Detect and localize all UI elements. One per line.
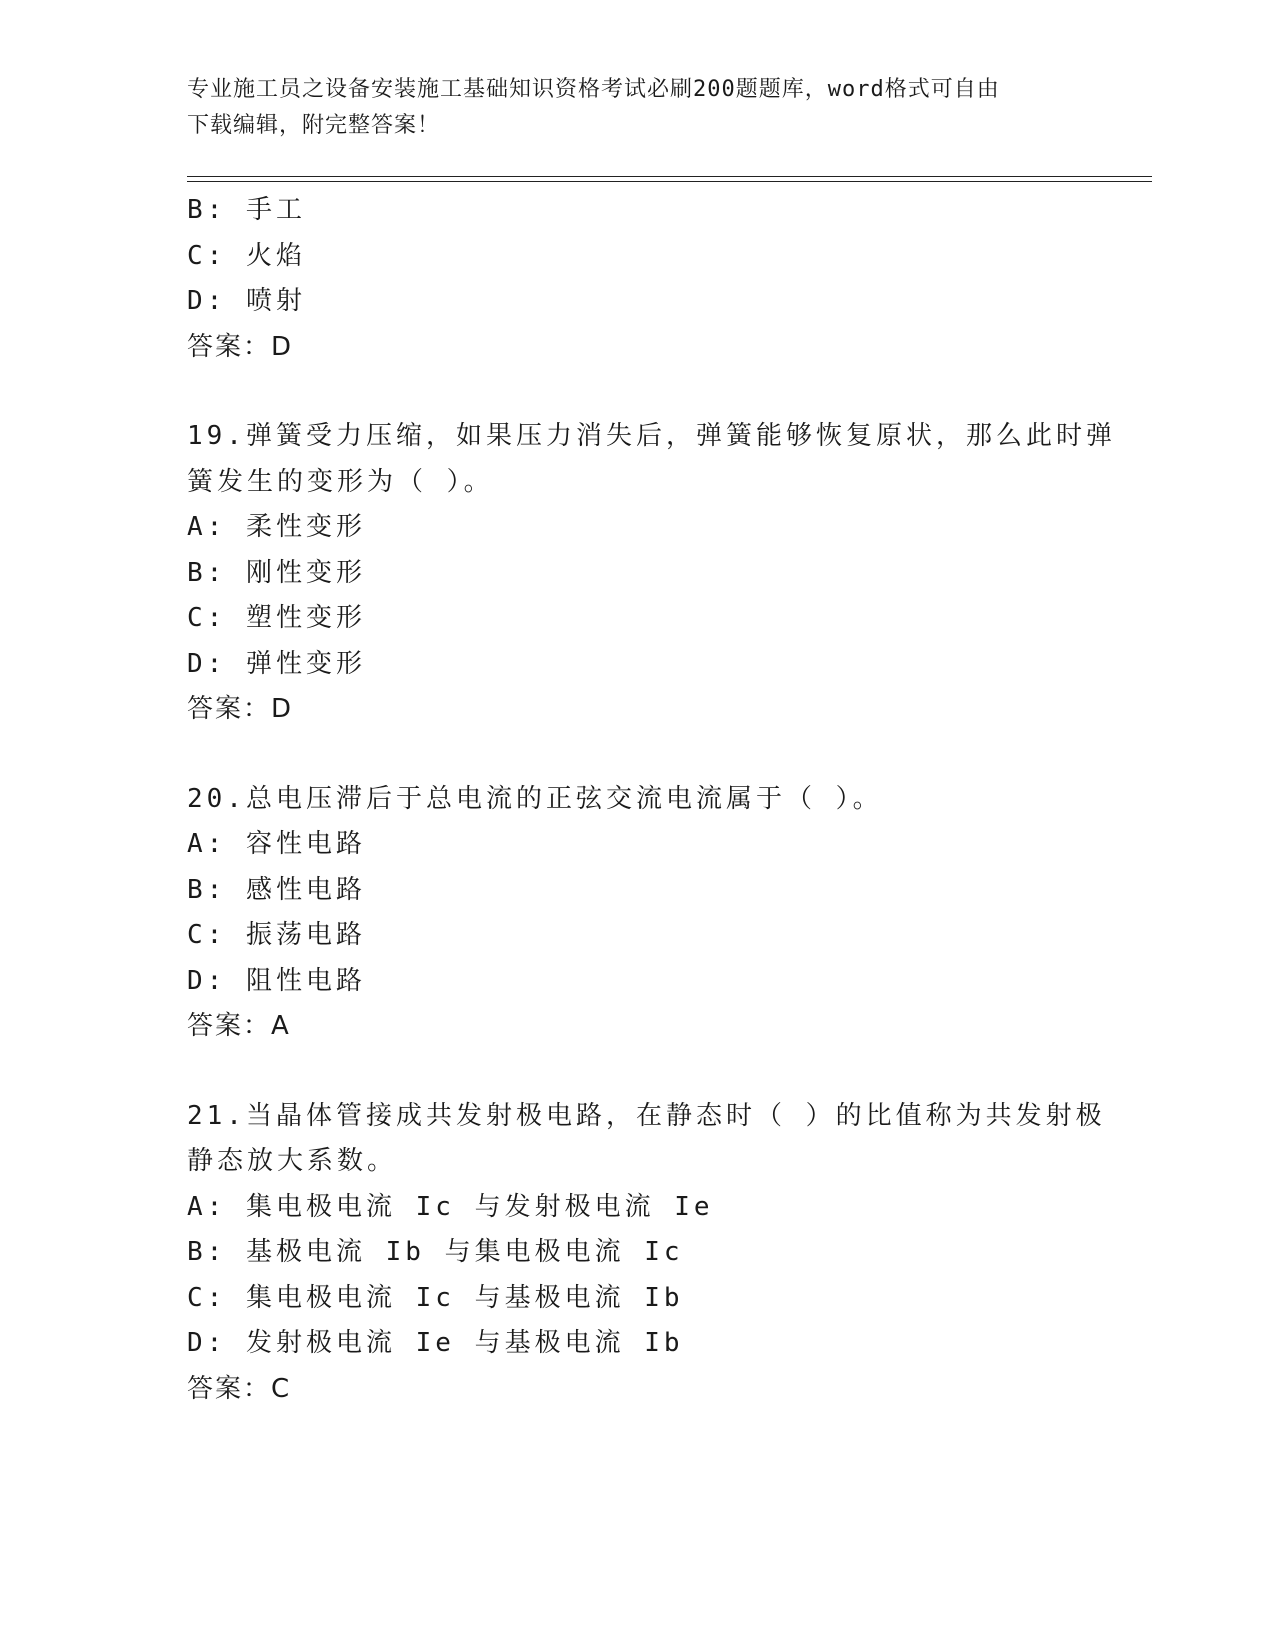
answer: 答案：C [187,1373,292,1404]
option: C: 火焰 [187,240,306,271]
previous-question-block [187,188,1137,370]
question-21 [187,1094,1137,1413]
option: A: 柔性变形 [187,512,366,542]
header-divider-top [187,176,1152,177]
option: D: 阻性电路 [187,965,366,996]
question-list [187,188,1137,1412]
question-text: 簧发生的变形为（ ）。 [187,466,494,497]
option: B: 手工 [187,195,306,225]
answer: 答案：D [187,694,294,724]
option: C: 振荡电路 [187,920,366,950]
question-text: 20.总电压滞后于总电流的正弦交流电流属于（ ）。 [187,783,883,814]
question-text: 19.弹簧受力压缩，如果压力消失后，弹簧能够恢复原状，那么此时弹 [187,421,1116,451]
option: B: 感性电路 [187,874,366,905]
option: D: 发射极电流 Ie 与基极电流 Ib [187,1328,684,1358]
option: D: 喷射 [187,286,306,316]
option: A: 容性电路 [187,829,366,859]
option: A: 集电极电流 Ic 与发射极电流 Ie [187,1191,714,1222]
header-line-1: 专业施工员之设备安装施工基础知识资格考试必刷200题题库，word格式可自由 [187,77,1000,102]
option: B: 基极电流 Ib 与集电极电流 Ic [187,1237,684,1267]
question-text: 静态放大系数。 [187,1146,398,1176]
option: C: 集电极电流 Ic 与基极电流 Ib [187,1282,684,1313]
header-divider-bottom [187,181,1152,182]
question-19 [187,414,1137,733]
question-20 [187,777,1137,1050]
option: C: 塑性变形 [187,603,366,633]
question-text: 21.当晶体管接成共发射极电路，在静态时（ ）的比值称为共发射极 [187,1100,1106,1131]
option: D: 弹性变形 [187,648,366,679]
answer: 答案：D [187,331,294,362]
answer: 答案：A [187,1011,291,1041]
option: B: 刚性变形 [187,557,366,588]
document-header [187,72,1087,144]
header-line-2: 下载编辑，附完整答案！ [187,113,441,138]
